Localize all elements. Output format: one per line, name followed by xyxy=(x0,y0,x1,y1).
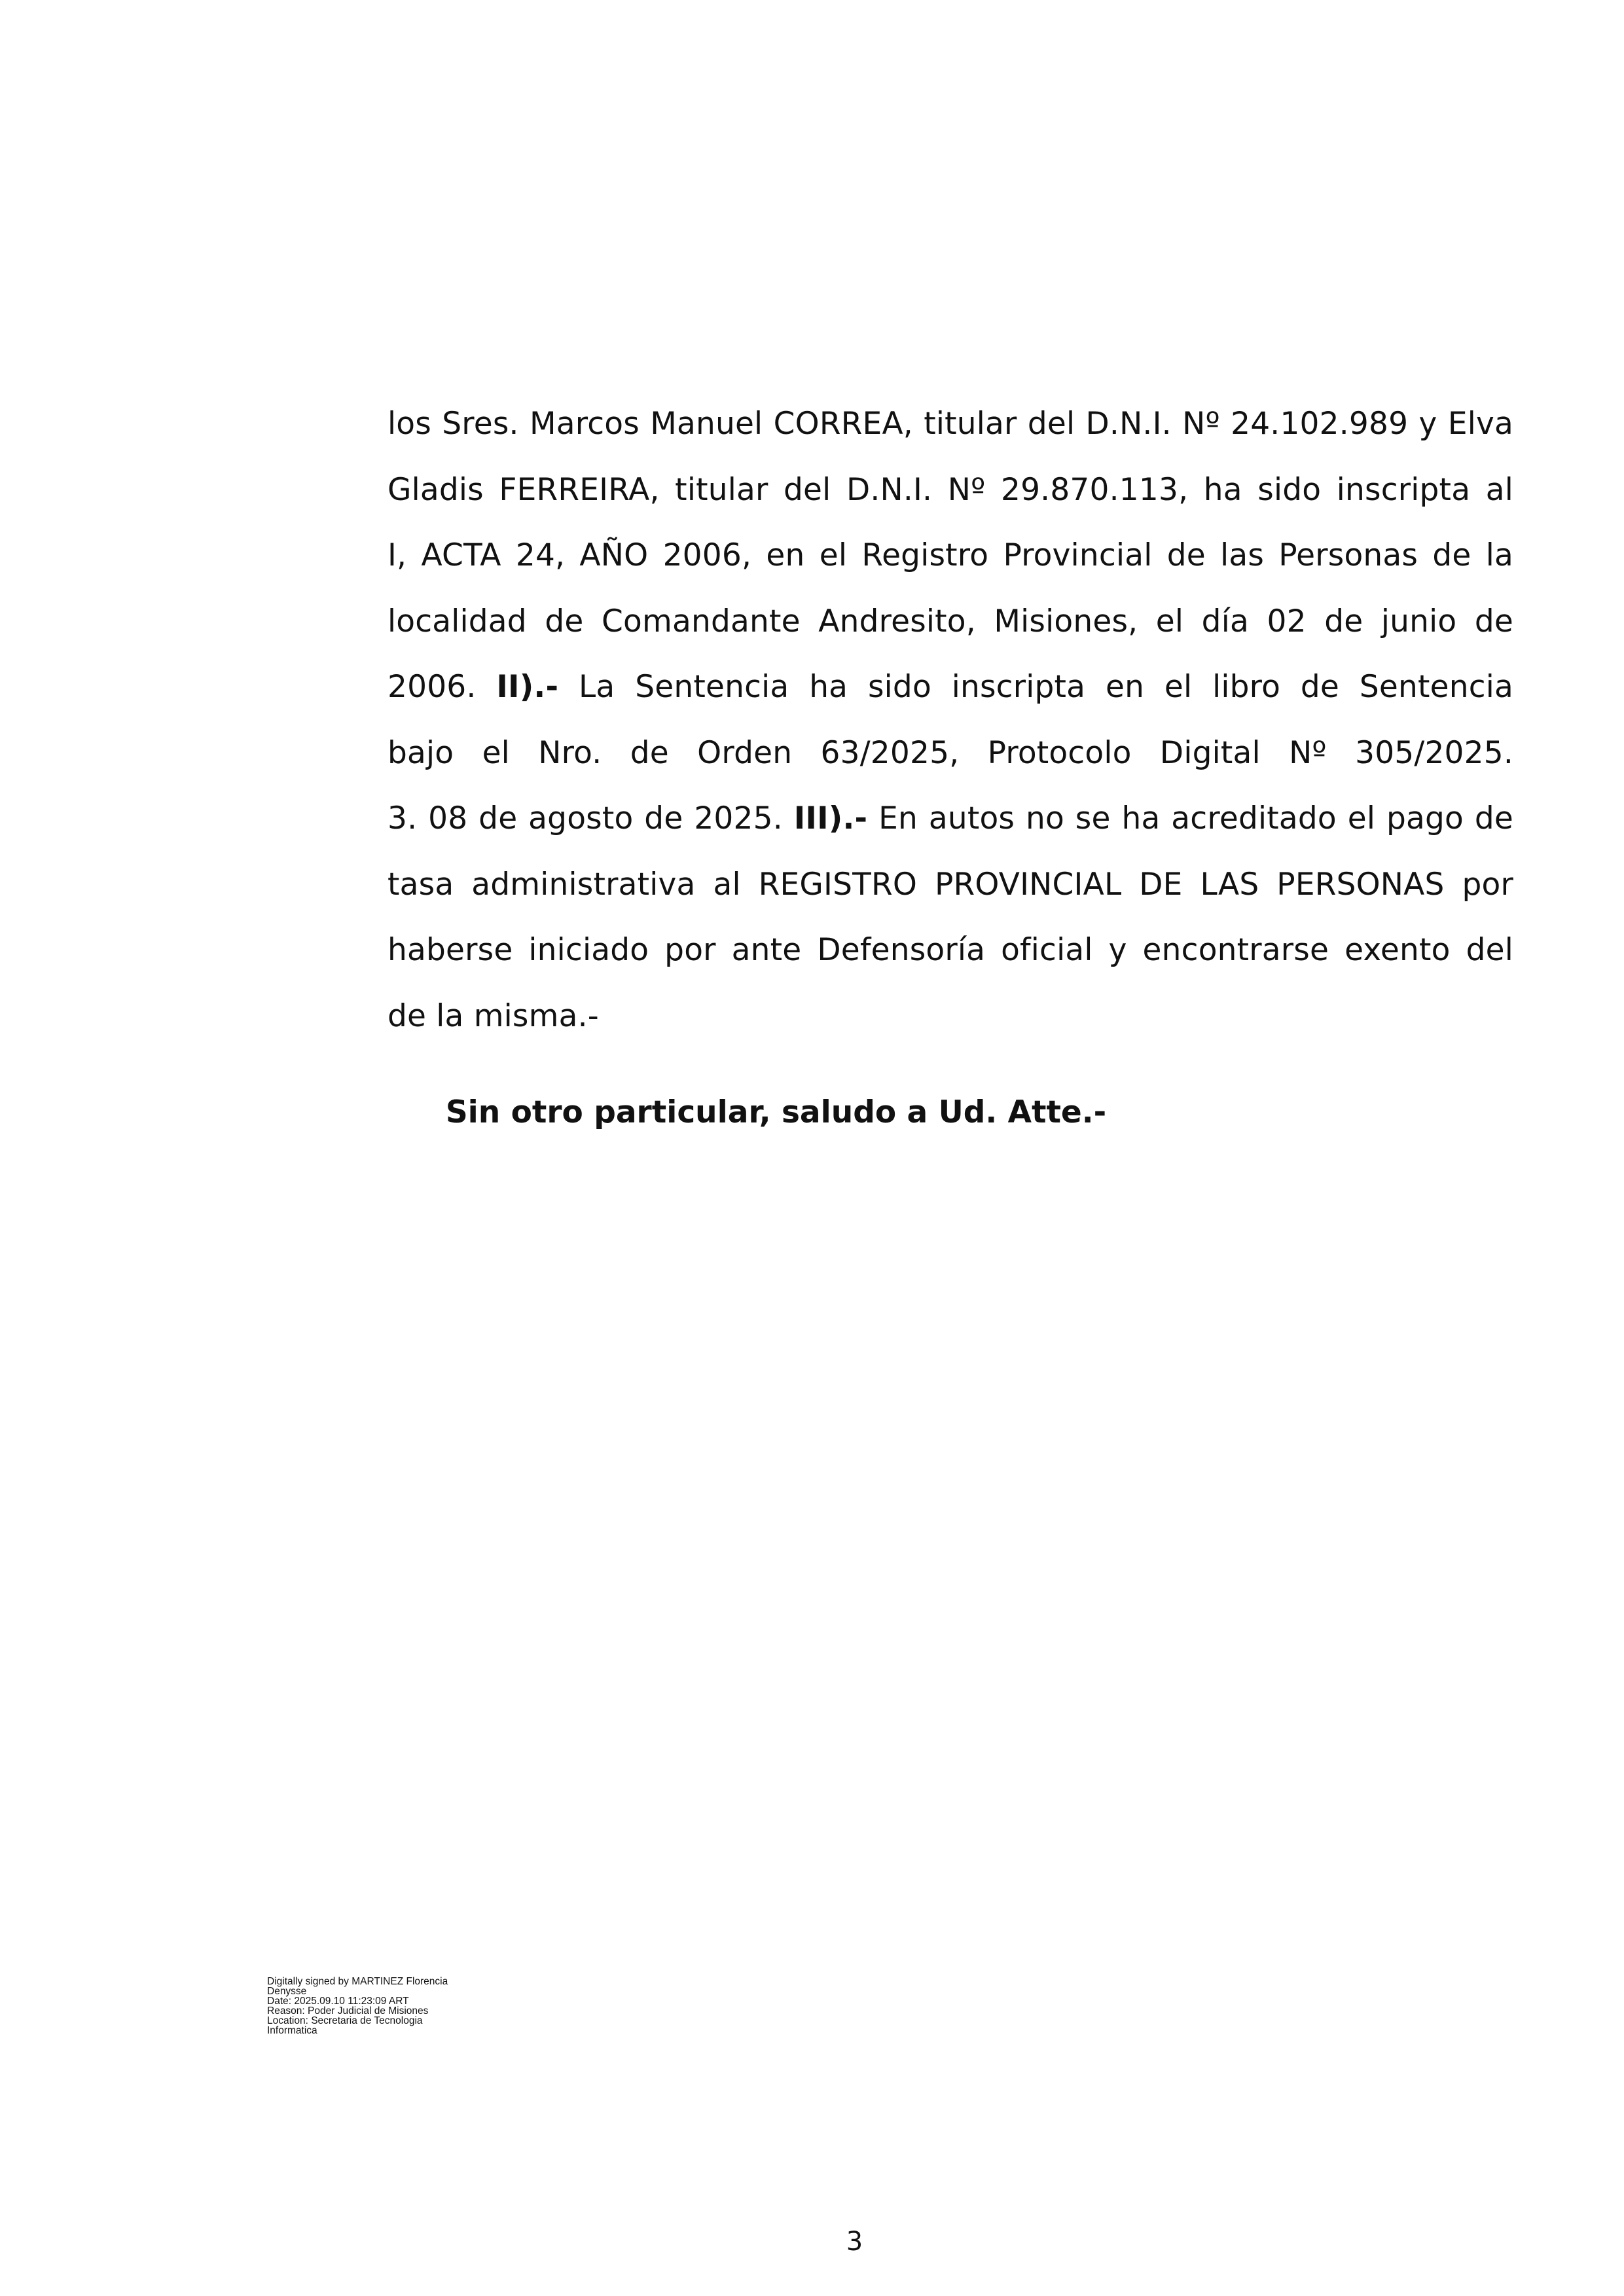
signature-line: Digitally signed by MARTINEZ Florencia xyxy=(267,1976,448,1987)
body-text-segment: los Sres. Marcos Manuel CORREA, titular del D.N.I. Nº 24.102.989 y Elva xyxy=(388,406,1513,442)
body-text-segment: haberse iniciado por ante Defensoría oficial y encontrarse exento del xyxy=(388,932,1513,968)
body-line xyxy=(388,984,1513,1050)
body-text-segment: 2006. xyxy=(388,669,497,705)
closing-salutation xyxy=(0,1086,1624,1139)
digital-signature-block xyxy=(267,1977,516,2036)
section-marker: III).- xyxy=(793,800,868,836)
body-text-segment: tasa administrativa al REGISTRO PROVINCIAL DE LAS PERSONAS por xyxy=(388,866,1513,903)
closing-text: Sin otro particular, saludo a Ud. Atte.- xyxy=(445,1094,1107,1130)
body-line xyxy=(388,655,1513,721)
signature-line: Location: Secretaria de Tecnologia xyxy=(267,2015,423,2026)
signature-line: Denysse xyxy=(267,1986,307,1997)
page-number-text: 3 xyxy=(846,2227,863,2257)
signature-line: Informatica xyxy=(267,2025,317,2036)
body-line xyxy=(388,721,1513,787)
signature-line: Date: 2025.09.10 11:23:09 ART xyxy=(267,1996,409,2007)
body-line xyxy=(388,918,1513,984)
body-line xyxy=(388,852,1513,918)
body-text-segment: 3. 08 de agosto de 2025. xyxy=(388,800,794,836)
body-text-segment: localidad de Comandante Andresito, Misiones, el día 02 de junio de xyxy=(388,603,1513,639)
body-line xyxy=(388,391,1513,457)
body-line xyxy=(388,457,1513,524)
signature-line: Reason: Poder Judicial de Misiones xyxy=(267,2005,429,2017)
body-text-segment: La Sentencia ha sido inscripta en el libro de Sentencia xyxy=(579,669,1513,705)
body-line xyxy=(388,523,1513,589)
body-text-segment: Gladis FERREIRA, titular del D.N.I. Nº 29.870.113, ha sido inscripta al xyxy=(388,471,1513,508)
body-text-segment: En autos no se ha acreditado el pago de xyxy=(878,800,1513,836)
body-line xyxy=(388,589,1513,655)
body-text-segment: bajo el Nro. de Orden 63/2025, Protocolo Digital Nº 305/2025. xyxy=(388,734,1513,771)
body-text-segment: I, ACTA 24, AÑO 2006, en el Registro Provincial de las Personas de la xyxy=(388,537,1513,573)
body-line xyxy=(388,786,1513,852)
section-marker: II).- xyxy=(496,669,559,705)
body-text-segment: de la misma.- xyxy=(388,997,599,1034)
page-number xyxy=(0,2225,1624,2258)
document-body xyxy=(388,391,1513,1049)
